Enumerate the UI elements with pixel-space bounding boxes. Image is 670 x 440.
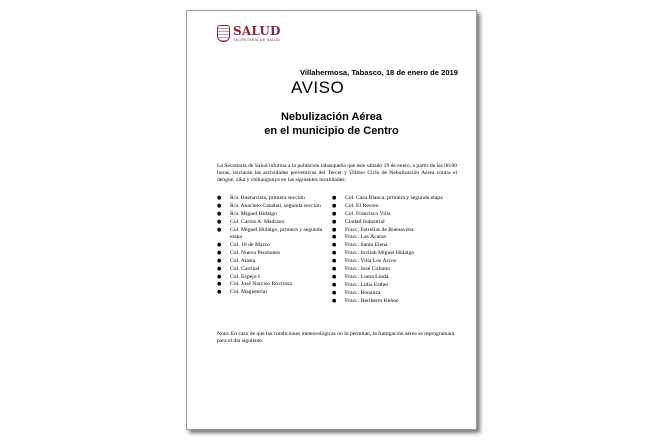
bullet-icon: ● [217, 273, 222, 280]
salud-logo [217, 25, 281, 43]
locality-name: Col. Magisterial [230, 289, 267, 296]
bullet-icon: ● [217, 265, 222, 272]
bullet-icon: ● [332, 273, 337, 280]
locality-item [217, 274, 329, 282]
bullet-icon: ● [217, 257, 222, 264]
locality-name: Fracc. Loma Linda [345, 273, 389, 280]
bullet-icon: ● [217, 218, 222, 225]
locality-name: Fracc. Bonanza [345, 289, 381, 296]
locality-name: Fracc. José Colomo [345, 266, 391, 273]
locality-item [332, 250, 444, 258]
locality-name: Fracc. Invitab Miguel Hidalgo [345, 250, 415, 257]
bullet-icon: ● [332, 289, 337, 296]
logo-name: SALUD [233, 24, 281, 38]
locality-name: Fracc. Las Ácaras [345, 234, 386, 241]
locality-item [332, 234, 444, 242]
locality-name: Fracc. Estrellas de Buenavista [345, 226, 414, 233]
bullet-icon: ● [332, 202, 337, 209]
locality-name: Col. José Narciso Rovirosa [230, 281, 292, 288]
locality-item [217, 195, 329, 203]
bullet-icon: ● [332, 226, 337, 233]
locality-name: Fracc. Villa Los Arcos [345, 258, 397, 265]
locality-item [332, 298, 444, 306]
bullet-icon: ● [332, 210, 337, 217]
locality-item [332, 211, 444, 219]
bullet-icon: ● [217, 195, 222, 201]
locality-item [217, 250, 329, 258]
dateline: Villahermosa, Tabasco, 18 de enero de 2019 [300, 68, 458, 77]
bullet-icon: ● [217, 249, 222, 256]
logo-text [233, 25, 281, 43]
bullet-icon: ● [332, 250, 337, 257]
title-line-2: en el municipio de Centro [264, 125, 399, 137]
locality-item [332, 195, 444, 203]
bullet-icon: ● [332, 266, 337, 273]
locality-item [332, 203, 444, 211]
locality-name: Col. Carlos A. Madrazo [230, 218, 285, 225]
aviso-heading: AVISO [291, 78, 345, 97]
locality-name: Col. Miguel Hidalgo, primera y segunda etapa [230, 226, 323, 241]
locality-name: Col. Carrizal [230, 265, 260, 272]
bullet-icon: ● [217, 289, 222, 296]
logo-subtitle: SECRETARÍA DE SALUD [233, 38, 281, 42]
bullet-icon: ● [217, 281, 222, 288]
locality-name: R/a. Miguel Hidalgo [230, 210, 277, 217]
locality-name: Col. Atasta [230, 257, 256, 264]
intro-paragraph: La Secretaría de Salud informa a la población tabasqueña que este sábado 19 de enero, a partir de las 06:00 horas, iniciarán las actividades preventivas del Tercer y Último Ciclo de Nebulización Aérea contra el dengue, zika y chikungunya en las siguientes localidades: [217, 162, 457, 184]
locality-item [332, 227, 444, 235]
bullet-icon: ● [332, 297, 337, 304]
document-page [186, 10, 477, 430]
bullet-icon: ● [332, 218, 337, 225]
locality-name: Col. El Recreo [345, 202, 379, 209]
locality-item [217, 289, 329, 297]
locality-name: Col. Espejo I [230, 273, 260, 280]
bullet-icon: ● [217, 202, 222, 209]
note-paragraph: Nota: En caso de que las condiciones meteorológicas no lo permitan, la fumigación aérea se reprogramará para el día siguiente. [217, 330, 455, 344]
bullet-icon: ● [332, 234, 337, 241]
locality-item [332, 242, 444, 250]
bullet-icon: ● [217, 226, 222, 233]
locality-item [217, 258, 329, 266]
locality-item [217, 211, 329, 219]
locality-name: Fracc. Lidia Esther [345, 281, 389, 288]
locality-item [332, 266, 444, 274]
locality-name: Col. Francisco Villa [345, 210, 391, 217]
locality-item [332, 282, 444, 290]
locality-item [217, 266, 329, 274]
locality-item [332, 219, 444, 227]
bullet-icon: ● [217, 241, 222, 248]
localities-list-right [332, 195, 444, 305]
bullet-icon: ● [332, 258, 337, 265]
locality-item [332, 290, 444, 298]
bullet-icon: ● [332, 242, 337, 249]
document-title [187, 110, 476, 138]
locality-name: Col. Nueva Pensiones [230, 249, 281, 256]
locality-name: R/a. Anacleto Canabal, segunda sección [230, 202, 321, 209]
locality-name: Col. 18 de Marzo [230, 241, 270, 248]
locality-item [217, 281, 329, 289]
mexican-coat-of-arms-icon [217, 25, 230, 42]
title-line-1: Nebulización Aérea [280, 111, 383, 123]
locality-item [332, 274, 444, 282]
locality-item [217, 242, 329, 250]
locality-item [217, 219, 329, 227]
bullet-icon: ● [332, 281, 337, 288]
locality-name: R/a. Buenavista, primera sección [230, 195, 306, 201]
localities-list-left [217, 195, 329, 297]
locality-name: Fracc. Heriberto Kehoe [345, 297, 399, 304]
bullet-icon: ● [332, 195, 337, 201]
locality-name: Fracc. Santa Elena [345, 242, 388, 249]
locality-item [217, 227, 329, 242]
bullet-icon: ● [217, 210, 222, 217]
locality-item [332, 258, 444, 266]
locality-name: Ciudad Industrial [345, 218, 385, 225]
locality-item [217, 203, 329, 211]
locality-name: Col. Casa Blanca, primera y segunda etapa [345, 195, 443, 201]
